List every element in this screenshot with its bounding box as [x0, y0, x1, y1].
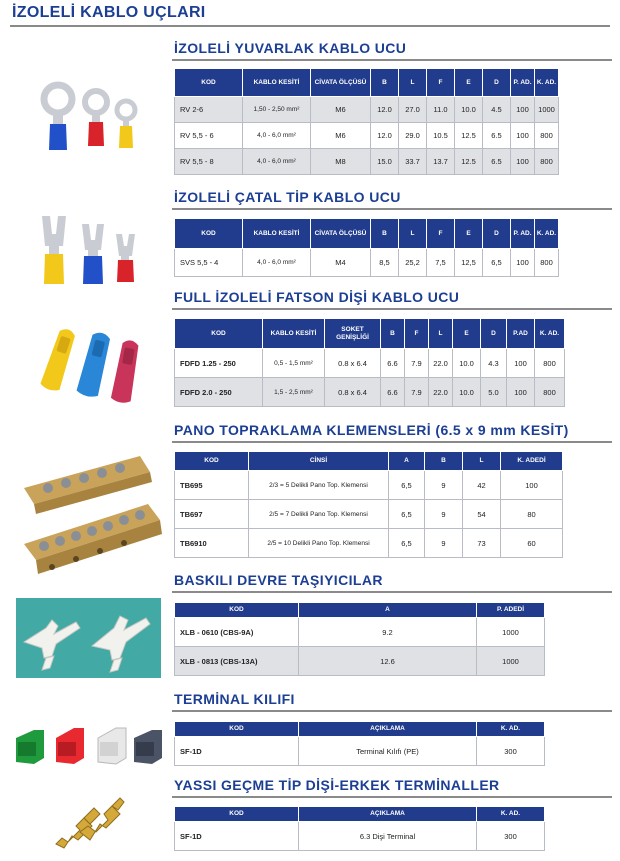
pcb-section-rule	[172, 591, 612, 593]
flat-terminal-female	[56, 808, 100, 848]
table-row: SF-1D Terminal Kılıfı (PE) 300	[175, 737, 545, 766]
ring-terminal-yellow	[117, 101, 135, 148]
pcb-support-table	[174, 602, 545, 676]
sleeve-green	[16, 730, 44, 764]
page-title: İZOLELİ KABLO UÇLARI	[12, 4, 206, 21]
pcb-table-header: KOD A P. ADEDİ	[175, 603, 545, 618]
fork-section-title: İZOLELİ ÇATAL TİP KABLO UCU	[174, 189, 401, 205]
fork-terminal-blue	[82, 224, 104, 284]
table-row: RV 5,5 - 8 4,0 - 6,0 mm² M8 15.0 33.7 13.7 12.5 6.5 100 800	[175, 149, 559, 175]
faston-terminal-yellow	[40, 327, 78, 393]
table-row: XLB - 0813 (CBS-13A) 12.6 1000	[175, 647, 545, 676]
sleeve-white	[98, 728, 126, 764]
faston-section-rule	[172, 308, 612, 310]
col-b: B	[371, 69, 399, 97]
sleeve-table-header: KOD AÇIKLAMA K. AD.	[175, 722, 545, 737]
col-civata: CİVATA ÖLÇÜSÜ	[311, 69, 371, 97]
ring-terminal-blue	[44, 85, 72, 150]
col-f: F	[427, 69, 455, 97]
flat-terminal-image	[50, 792, 126, 852]
table-row: TB697 2/5 = 7 Delikli Pano Top. Klemensi 6,5 9 54 80	[175, 500, 563, 529]
faston-terminal-image	[38, 322, 148, 408]
busbar-section-rule	[172, 441, 612, 443]
flat-section-rule	[172, 796, 612, 798]
sleeve-dark	[134, 730, 162, 764]
col-e: E	[455, 69, 483, 97]
col-d: D	[483, 69, 511, 97]
ring-table-header	[175, 69, 559, 97]
fork-section-rule	[172, 208, 612, 210]
table-row: XLB - 0610 (CBS-9A) 9.2 1000	[175, 618, 545, 647]
ring-section-title: İZOLELİ YUVARLAK KABLO UCU	[174, 40, 407, 56]
ring-terminal-table	[174, 68, 559, 175]
sleeve-section-rule	[172, 710, 612, 712]
ring-terminal-red	[85, 91, 107, 146]
table-row: SVS 5,5 - 4 4,0 - 6,0 mm² M4 8,5 25,2 7,5 12,5 6,5 100 800	[175, 249, 559, 277]
table-row: SF-1D 6.3 Dişi Terminal 300	[175, 822, 545, 851]
faston-table-header: KOD KABLO KESİTİ SOKET GENİŞLİĞİ B F L E D P.AD K. AD.	[175, 319, 565, 349]
pcb-support-image	[16, 598, 161, 678]
faston-terminal-blue	[76, 330, 113, 398]
table-row: TB695 2/3 = 5 Delikli Pano Top. Klemensi 6,5 9 42 100	[175, 471, 563, 500]
busbar-table-header: KOD CİNSİ A B L K. ADEDİ	[175, 452, 563, 471]
table-row: TB6910 2/5 = 10 Delikli Pano Top. Klemensi 6,5 9 73 60	[175, 529, 563, 558]
terminal-sleeve-image	[14, 724, 164, 768]
col-p-ad: P. AD.	[511, 69, 535, 97]
faston-terminal-table	[174, 318, 565, 407]
sleeve-red	[56, 728, 84, 764]
faston-section-title: FULL İZOLELİ FATSON DİŞİ KABLO UCU	[174, 289, 460, 305]
fork-terminal-image	[38, 212, 148, 288]
flat-table-header: KOD AÇIKLAMA K. AD.	[175, 807, 545, 822]
busbar-section-title: PANO TOPRAKLAMA KLEMENSLERİ (6.5 x 9 mm KESİT)	[174, 422, 569, 438]
faston-terminal-red	[110, 339, 141, 405]
table-row: RV 5,5 - 6 4,0 - 6,0 mm² M6 12.0 29.0 10.5 12.5 6.5 100 800	[175, 123, 559, 149]
busbar-image	[20, 442, 165, 584]
ring-section-rule	[172, 59, 612, 61]
table-row: FDFD 2.0 - 250 1,5 - 2,5 mm² 0.8 x 6.4 6.6 7.9 22.0 10.0 5.0 100 800	[175, 378, 565, 407]
table-row: FDFD 1.25 - 250 0,5 - 1,5 mm² 0.8 x 6.4 6.6 7.9 22.0 10.0 4.3 100 800	[175, 349, 565, 378]
fork-terminal-red	[116, 234, 135, 282]
terminal-sleeve-table	[174, 721, 545, 766]
col-l: L	[399, 69, 427, 97]
pcb-section-title: BASKILI DEVRE TAŞIYICILAR	[174, 572, 383, 588]
col-kablo-kesiti: KABLO KESİTİ	[243, 69, 311, 97]
col-k-ad: K. AD.	[535, 69, 559, 97]
fork-terminal-yellow	[42, 216, 66, 284]
fork-terminal-table	[174, 218, 559, 277]
col-kod: KOD	[175, 69, 243, 97]
busbar-bottom	[24, 504, 162, 574]
fork-table-header: KOD KABLO KESİTİ CİVATA ÖLÇÜSÜ B L F E D P. AD. K. AD.	[175, 219, 559, 249]
flat-terminal-table	[174, 806, 545, 851]
busbar-top	[24, 456, 152, 514]
table-row: RV 2-6 1,50 - 2,50 mm² M6 12.0 27.0 11.0 10.0 4.5 100 1000	[175, 97, 559, 123]
flat-section-title: YASSI GEÇME TİP DİŞİ-ERKEK TERMİNALLER	[174, 777, 500, 793]
sleeve-section-title: TERMİNAL KILIFI	[174, 691, 295, 707]
busbar-table	[174, 451, 563, 558]
page-title-rule	[10, 25, 610, 27]
ring-terminal-image	[38, 80, 148, 160]
